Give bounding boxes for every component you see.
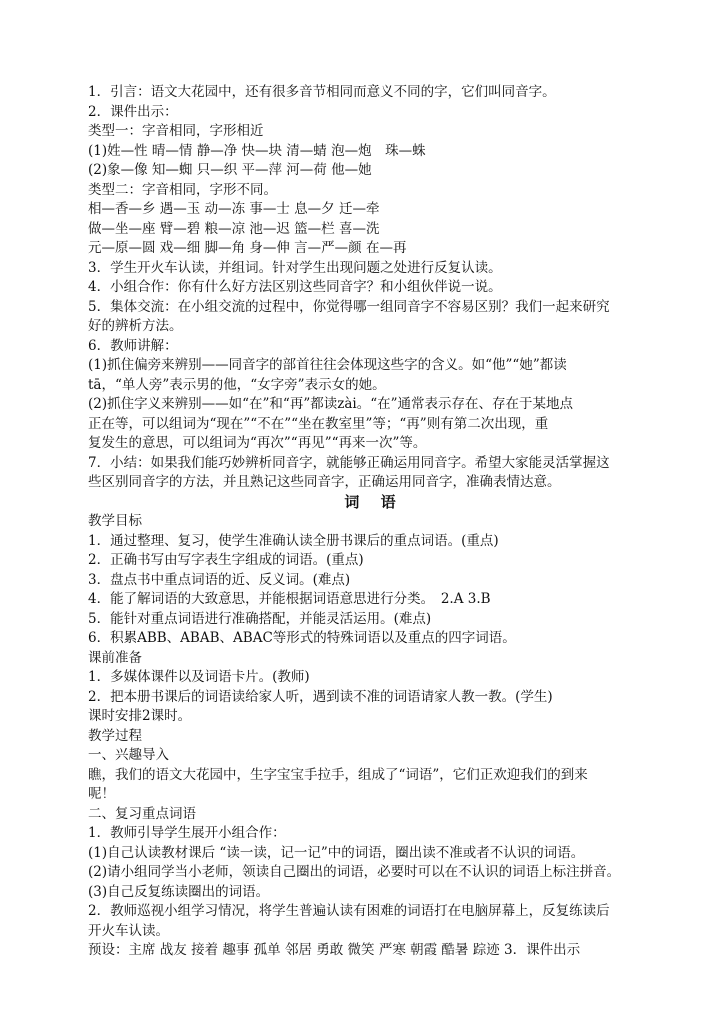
text-line: 预设：主席 战友 接着 趣事 孤单 邻居 勇敢 微笑 严寒 朝霞 酷暑 踪迹 3．课件出示 xyxy=(88,942,581,958)
text-line: 元—原—圆 戏—细 脚—角 身—伸 言—严—颜 在—再 xyxy=(88,240,407,256)
text-line: 复发生的意思，可以组词为“再次”“再见”“再来一次”等。 xyxy=(88,435,427,451)
text-line: 2．把本册书课后的词语读给家人听，遇到读不准的词语请家人教一教。(学生) xyxy=(88,688,553,705)
text-line: 5．集体交流：在小组交流的过程中，你觉得哪一组同音字不容易区别？我们一起来研究 xyxy=(88,298,610,315)
text-line: 1．教师引导学生展开小组合作： xyxy=(88,825,286,841)
text-line: 5．能针对重点词语进行准确搭配，并能灵活运用。(难点) xyxy=(88,610,432,627)
text-line: 做—坐—座 臂—碧 粮—凉 池—迟 篮—栏 喜—洗 xyxy=(88,220,380,237)
text-line: 课时安排2课时。 xyxy=(88,708,192,724)
text-line: 些区别同音字的方法，并且熟记这些同音字，正确运用同音字，准确表情达意。 xyxy=(88,474,561,490)
document-page xyxy=(88,83,660,961)
text-line: 类型二：字音相同，字形不同。 xyxy=(88,181,277,198)
text-line: (2)象—像 知—蜘 只—织 平—萍 河—荷 他—她 xyxy=(88,162,372,178)
text-line: 类型一：字音相同，字形相近 xyxy=(88,123,264,139)
text-line: 好的辨析方法。 xyxy=(88,318,183,334)
text-line: 3．学生开火车认读，并组词。针对学生出现问题之处进行反复认读。 xyxy=(88,259,502,276)
text-line: 1．多媒体课件以及词语卡片。(教师) xyxy=(88,669,310,685)
text-line: 教学过程 xyxy=(88,727,142,744)
text-line: 4．能了解词语的大致意思，并能根据词语意思进行分类。 2.A 3.B xyxy=(88,591,491,607)
text-line: (3)自己反复练读圈出的词语。 xyxy=(88,883,270,900)
text-line: 开火车认读。 xyxy=(88,922,169,939)
text-line: 相—香—乡 遇—玉 动—冻 事—士 息—夕 迁—牵 xyxy=(88,201,380,217)
text-line: 1．通过整理、复习，使学生准确认读全册书课后的重点词语。(重点) xyxy=(88,532,499,549)
text-line: 二、复习重点词语 xyxy=(88,805,196,822)
text-line: 课前准备 xyxy=(88,649,142,666)
text-line: 1．引言：语文大花园中，还有很多音节相同而意义不同的字，它们叫同音字。 xyxy=(88,84,556,100)
text-line: 3．盘点书中重点词语的近、反义词。(难点) xyxy=(88,571,351,588)
text-line: (2)请小组同学当小老师，领读自己圈出的词语，必要时可以在不认识的词语上标注拼音。 xyxy=(88,864,621,880)
text-line: 教学目标 xyxy=(88,513,142,529)
section-title: 词 语 xyxy=(344,492,404,511)
text-line: 2．课件出示： xyxy=(88,103,178,120)
text-line: (1)抓住偏旁来辨别——同音字的部首往往会体现这些字的含义。如“他”“她”都读 xyxy=(88,357,567,373)
text-line: 7．小结：如果我们能巧妙辨析同音字，就能够正确运用同音字。希望大家能灵活掌握这 xyxy=(88,454,610,471)
text-line: (2)抓住字义来辨别——如“在”和“再”都读zài。“在”通常表示存在、存在于某地点 xyxy=(88,396,574,412)
text-line: 瞧，我们的语文大花园中，生字宝宝手拉手，组成了“词语”，它们正欢迎我们的到来 xyxy=(88,766,588,783)
text-line: (1)姓—性 晴—情 静—净 快—块 清—蜻 泡—炮 珠—蛛 xyxy=(88,142,426,159)
text-line: 正在等，可以组词为“现在”“不在”“坐在教室里”等；“再”则有第二次出现，重 xyxy=(88,415,549,432)
text-line: (1)自己认读教材课后 “读一读，记一记”中的词语，圈出读不准或者不认识的词语。 xyxy=(88,844,585,861)
text-line: 2．正确书写由写字表生字组成的词语。(重点) xyxy=(88,552,364,568)
text-line: 2．教师巡视小组学习情况，将学生普遍认读有困难的词语打在电脑屏幕上，反复练读后 xyxy=(88,903,610,919)
text-line: 4．小组合作：你有什么好方法区别这些同音字？和小组伙伴说一说。 xyxy=(88,279,502,295)
text-line: 一、兴趣导入 xyxy=(88,747,169,763)
text-line: 呢！ xyxy=(88,786,115,802)
text-line: 6．积累ABB、ABAB、ABAC等形式的特殊词语以及重点的四字词语。 xyxy=(88,630,516,646)
text-line: tā，“单人旁”表示男的他，“女字旁”表示女的她。 xyxy=(88,376,386,393)
text-line: 6．教师讲解： xyxy=(88,337,178,354)
